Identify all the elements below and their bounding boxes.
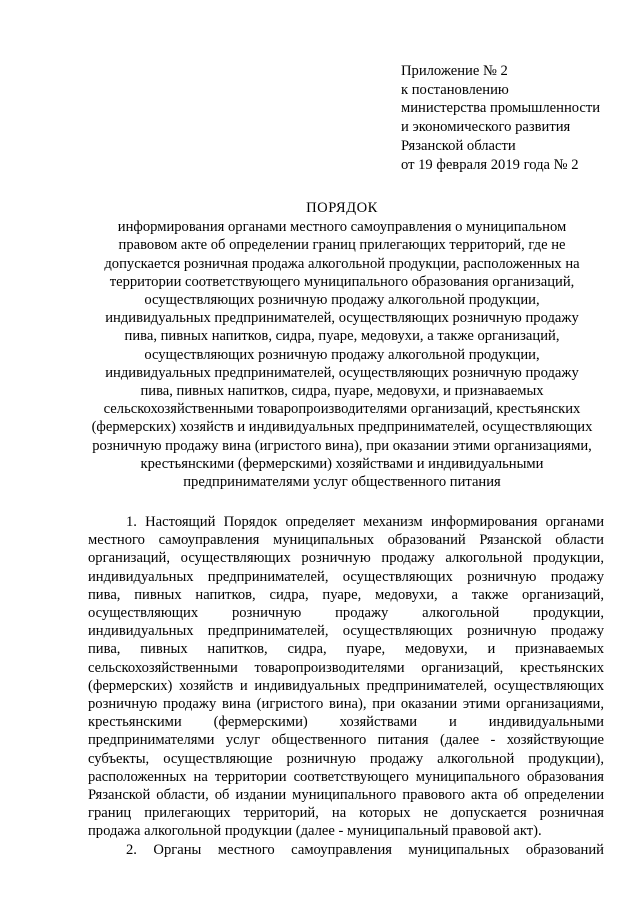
body-line: индивидуальных предпринимателей, осуществляющих розничную продажу xyxy=(88,568,604,585)
title-line: индивидуальных предпринимателей, осуществляющих розничную продажу xyxy=(105,364,579,381)
body-line: организаций, осуществляющих розничную продажу алкогольной продукции, xyxy=(88,550,604,567)
appendix-block xyxy=(401,62,621,174)
body-line: Рязанской области, об издании муниципального правового акта об определении xyxy=(88,787,604,804)
body-line: (фермерских) хозяйств и индивидуальных предпринимателей, осуществляющих xyxy=(88,677,604,694)
body-line: сельскохозяйственными товаропроизводителями организаций, крестьянских xyxy=(88,659,604,676)
title-line: индивидуальных предпринимателей, осуществляющих розничную продажу xyxy=(105,310,579,327)
appendix-line: к постановлению xyxy=(401,81,509,98)
body-line: пива, пивных напитков, сидра, пуаре, медовухи, а также организаций, xyxy=(88,586,604,603)
title-line: (фермерских) хозяйств и индивидуальных предпринимателей, осуществляющих xyxy=(91,419,593,436)
body-line: расположенных на территории соответствующего муниципального образования xyxy=(88,768,604,785)
appendix-line: и экономического развития xyxy=(401,119,571,136)
title-line: информирования органами местного самоуправления о муниципальном xyxy=(117,219,567,236)
appendix-line: Рязанской области xyxy=(401,137,516,154)
title-heading: ПОРЯДОК xyxy=(306,200,378,216)
title-line: пива, пивных напитков, сидра, пуаре, медовухи, а также организаций, xyxy=(124,328,560,345)
body-line: крестьянскими (фермерскими) хозяйствами и индивидуальными xyxy=(88,714,604,731)
body-line: 2. Органы местного самоуправления муниципальных образований xyxy=(126,841,604,858)
body-line: субъекты, осуществляющие розничную продажу алкогольной продукции), xyxy=(88,750,604,767)
title-line: розничную продажу вина (игристого вина), при оказании этими организациями, xyxy=(92,437,592,454)
title-line: допускается розничная продажа алкогольной продукции, расположенных на xyxy=(104,255,580,272)
title-line: правовом акте об определении границ прилегающих территорий, где не xyxy=(118,237,566,254)
title-line: осуществляющих розничную продажу алкогольной продукции, xyxy=(144,292,540,309)
body-line: индивидуальных предпринимателей, осуществляющих розничную продажу xyxy=(88,623,604,640)
body-line: местного самоуправления муниципальных образований Рязанской области xyxy=(88,532,604,549)
document-title xyxy=(82,199,602,491)
paragraph-1 xyxy=(88,513,604,841)
body-line: 1. Настоящий Порядок определяет механизм информирования органами xyxy=(126,514,604,530)
appendix-line: министерства промышленности xyxy=(401,100,601,117)
body-line: предпринимателями услуг общественного питания (далее - хозяйствующие xyxy=(88,732,604,749)
body-line: границ прилегающих территорий, на которых не допускается розничная xyxy=(88,805,604,822)
appendix-line: Приложение № 2 xyxy=(401,63,508,79)
paragraph-2 xyxy=(88,841,604,859)
title-line: пива, пивных напитков, сидра, пуаре, медовухи, и признаваемых xyxy=(140,383,544,400)
document-body xyxy=(88,513,604,859)
body-line: продажа алкогольной продукции (далее - муниципальный правовой акт). xyxy=(88,823,542,840)
title-line: осуществляющих розничную продажу алкогольной продукции, xyxy=(144,346,540,363)
body-line: осуществляющих розничную продажу алкогольной продукции, xyxy=(88,605,604,622)
body-line: пива, пивных напитков, сидра, пуаре, медовухи, и признаваемых xyxy=(88,641,604,658)
title-line: крестьянскими (фермерскими) хозяйствами и индивидуальными xyxy=(140,455,544,472)
body-line: розничную продажу вина (игристого вина), при оказании этими организациями, xyxy=(88,696,604,713)
title-line: предпринимателями услуг общественного питания xyxy=(183,474,501,491)
title-line: сельскохозяйственными товаропроизводителями организаций, крестьянских xyxy=(103,401,581,418)
appendix-line: от 19 февраля 2019 года № 2 xyxy=(401,156,579,173)
title-line: территории соответствующего муниципального образования организаций, xyxy=(109,273,575,290)
